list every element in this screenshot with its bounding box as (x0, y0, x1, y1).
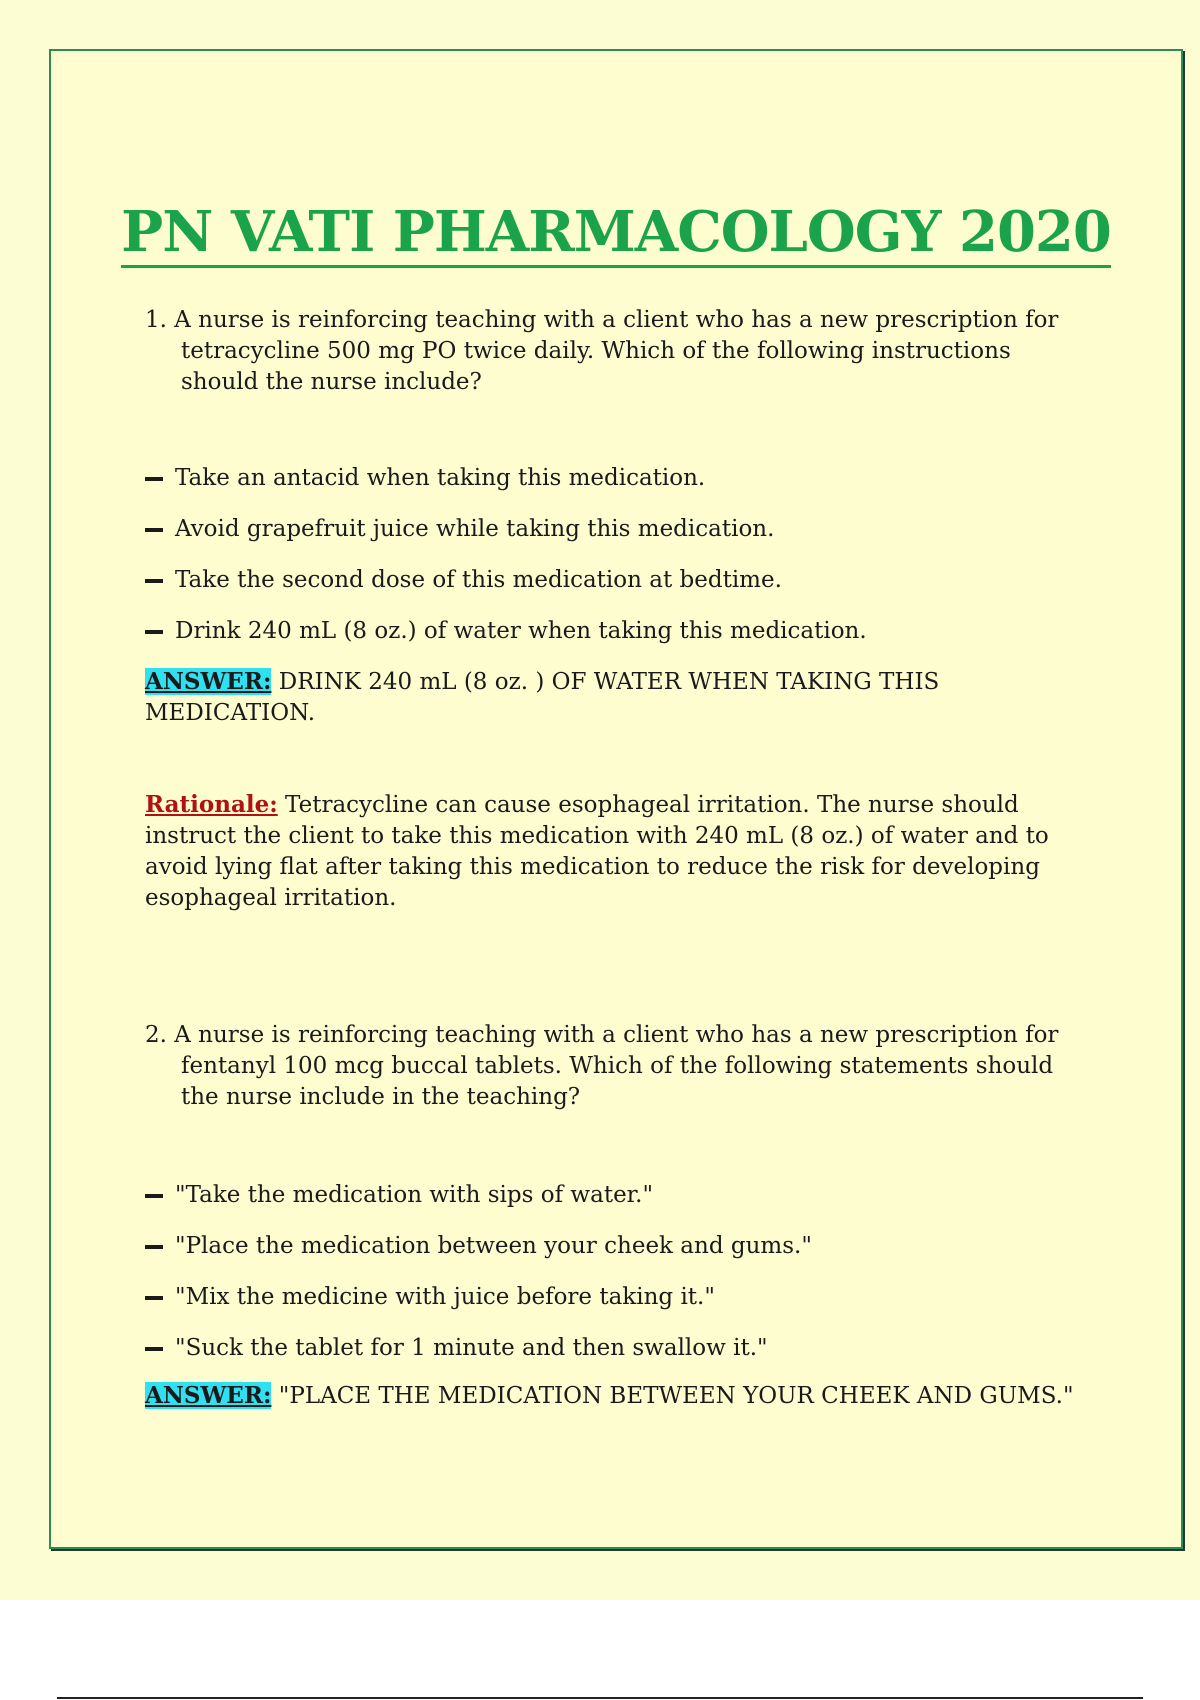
question-2-text: 2. A nurse is reinforcing teaching with a client who has a new prescription for fentanyl 100 mcg buccal tablets. Which of the following statements should the nurse include in the teaching? (145, 1022, 1059, 1110)
question-1-option-1: Take an antacid when taking this medication. (145, 463, 1075, 514)
question-1-answer-block (145, 666, 1005, 729)
question-1-options-block (145, 463, 1075, 667)
answer-label: ANSWER: (145, 668, 272, 695)
question-2-block (145, 1020, 1075, 1113)
question-1-block (145, 305, 1075, 398)
question-1-options (145, 463, 1075, 667)
rationale-text: Tetracycline can cause esophageal irritation. The nurse should instruct the client to take this medication with 240 mL (8 oz.) of water and to avoid lying flat after taking this medication to reduce the risk for developing esophageal irritation. (145, 792, 1049, 911)
question-2-option-3: "Mix the medicine with juice before taking it." (145, 1282, 1075, 1333)
question-1-text: 1. A nurse is reinforcing teaching with a client who has a new prescription for tetracycline 500 mg PO twice daily. Which of the following instructions should the nurse include? (145, 307, 1059, 395)
question-2-option-2: "Place the medication between your cheek and gums." (145, 1231, 1075, 1282)
question-1-answer (145, 666, 1005, 729)
dash-icon (145, 1347, 163, 1351)
answer-text: DRINK 240 mL (8 oz. ) OF WATER WHEN TAKING THIS MEDICATION. (145, 669, 940, 726)
dash-icon (145, 528, 163, 532)
document-title (51, 199, 1181, 265)
question-2-option-1: "Take the medication with sips of water." (145, 1180, 1075, 1231)
question-2-answer-block (145, 1380, 1075, 1412)
question-2-options (145, 1180, 1075, 1384)
question-1-rationale-block (145, 789, 1075, 914)
question-1-option-2: Avoid grapefruit juice while taking this medication. (145, 514, 1075, 565)
question-2-options-block (145, 1180, 1075, 1384)
bottom-divider (57, 1697, 1143, 1699)
dash-icon (145, 477, 163, 481)
rationale-label: Rationale: (145, 791, 278, 818)
answer-text: "PLACE THE MEDICATION BETWEEN YOUR CHEEK AND GUMS." (278, 1383, 1074, 1409)
question-1-rationale (145, 789, 1075, 914)
dash-icon (145, 579, 163, 583)
question-1-option-3: Take the second dose of this medication at bedtime. (145, 565, 1075, 616)
dash-icon (145, 1194, 163, 1198)
dash-icon (145, 1245, 163, 1249)
question-2-option-4: "Suck the tablet for 1 minute and then swallow it." (145, 1333, 1075, 1384)
question-1-option-4: Drink 240 mL (8 oz.) of water when taking this medication. (145, 616, 1075, 667)
answer-label: ANSWER: (145, 1382, 272, 1409)
question-2-answer (145, 1380, 1075, 1412)
dash-icon (145, 630, 163, 634)
document-title-text: PN VATI PHARMACOLOGY 2020 (121, 199, 1111, 268)
dash-icon (145, 1296, 163, 1300)
